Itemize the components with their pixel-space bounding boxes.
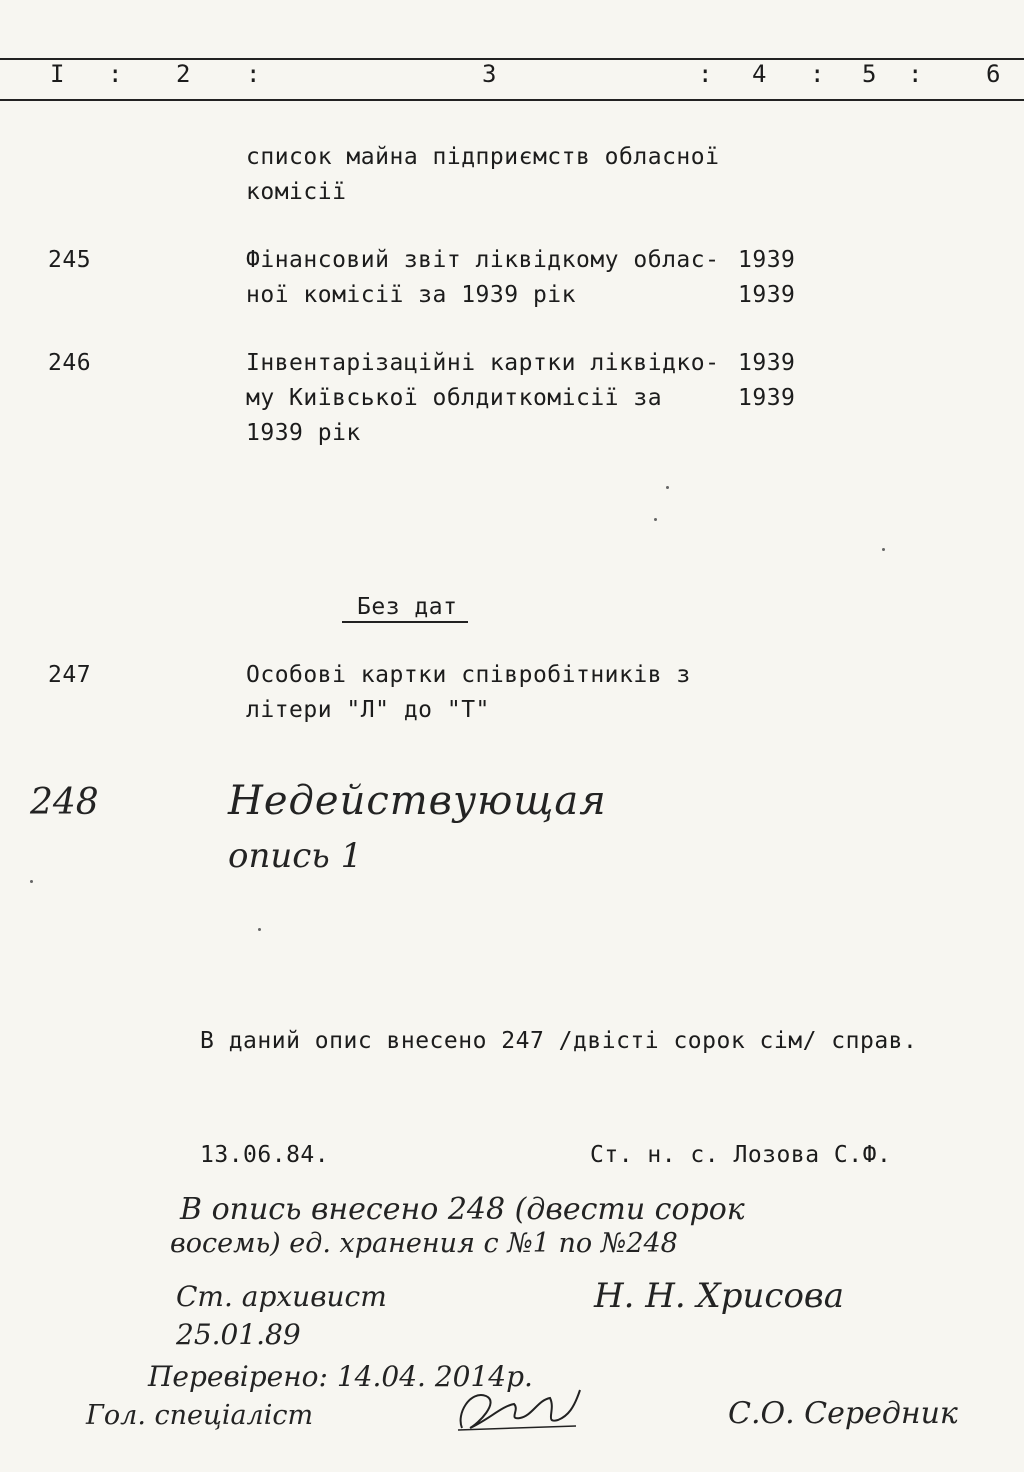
section-heading: Без дат [357, 594, 458, 620]
header-col-4: 4 [752, 60, 769, 88]
header-sep: : [698, 60, 715, 88]
entry-description [246, 346, 719, 451]
entry-start-year: 1939 [738, 350, 796, 376]
handwritten-signature [448, 1380, 588, 1436]
compiler-signature: Ст. н. с. Лозова С.Ф. [590, 1142, 892, 1168]
entry-line: ної комісії за 1939 рік [246, 282, 576, 308]
section-heading-underline [342, 621, 468, 623]
paper-speck [30, 880, 33, 883]
entry-years [738, 346, 795, 416]
paper-speck [666, 486, 669, 489]
handwritten-name: Н. Н. Хрисова [594, 1276, 844, 1316]
entry-line: комісії [246, 179, 347, 205]
header-bottom-rule [0, 99, 1024, 101]
header-col-3: 3 [482, 60, 499, 88]
header-sep: : [108, 60, 125, 88]
entry-years [738, 243, 795, 313]
entry-number: 245 [48, 247, 92, 273]
paper-speck [258, 928, 261, 931]
entry-description [246, 658, 691, 728]
entry-line: 1939 рік [246, 420, 361, 446]
entry-line: літери "Л" до "Т" [246, 697, 490, 723]
header-col-2: 2 [176, 60, 193, 88]
entry-description [246, 243, 719, 313]
header-sep: : [246, 60, 263, 88]
handwritten-checked: Перевірено: 14.04. 2014р. [148, 1360, 533, 1393]
entry-line: му Київської облдиткомісії за [246, 385, 663, 411]
entry-line: Інвентарізаційні картки ліквідко- [246, 350, 720, 376]
header-col-1: I [50, 60, 67, 88]
header-sep: : [908, 60, 925, 88]
handwritten-entry-number: 248 [30, 782, 99, 823]
inventory-summary: В даний опис внесено 247 /двісті сорок сім/ справ. [200, 1028, 918, 1054]
entry-end-year: 1939 [738, 282, 796, 308]
entry-line: Фінансовий звіт ліквідкому облас- [246, 247, 720, 273]
handwritten-date: 25.01.89 [176, 1318, 301, 1351]
header-col-5: 5 [862, 60, 879, 88]
entry-number: 246 [48, 350, 92, 376]
handwritten-signer: С.О. Середник [728, 1396, 958, 1431]
handwritten-note: В опись внесено 248 (двести сорок [180, 1192, 745, 1227]
entry-line: список майна підприємств обласної [246, 144, 720, 170]
entry-start-year: 1939 [738, 247, 796, 273]
header-sep: : [810, 60, 827, 88]
header-col-6: 6 [986, 60, 1003, 88]
paper-speck [654, 518, 657, 521]
handwritten-entry-text: опись 1 [228, 836, 363, 876]
entry-end-year: 1939 [738, 385, 796, 411]
inventory-date: 13.06.84. [200, 1142, 330, 1168]
handwritten-role: Гол. спеціаліст [86, 1400, 314, 1431]
paper-speck [882, 548, 885, 551]
handwritten-entry-text: Недействующая [228, 778, 607, 824]
handwritten-note: восемь) ед. хранения с №1 по №248 [170, 1228, 678, 1259]
entry-description [246, 140, 719, 210]
entry-line: Особові картки співробітників з [246, 662, 691, 688]
entry-number: 247 [48, 662, 92, 688]
handwritten-position: Ст. архивист [176, 1280, 387, 1313]
